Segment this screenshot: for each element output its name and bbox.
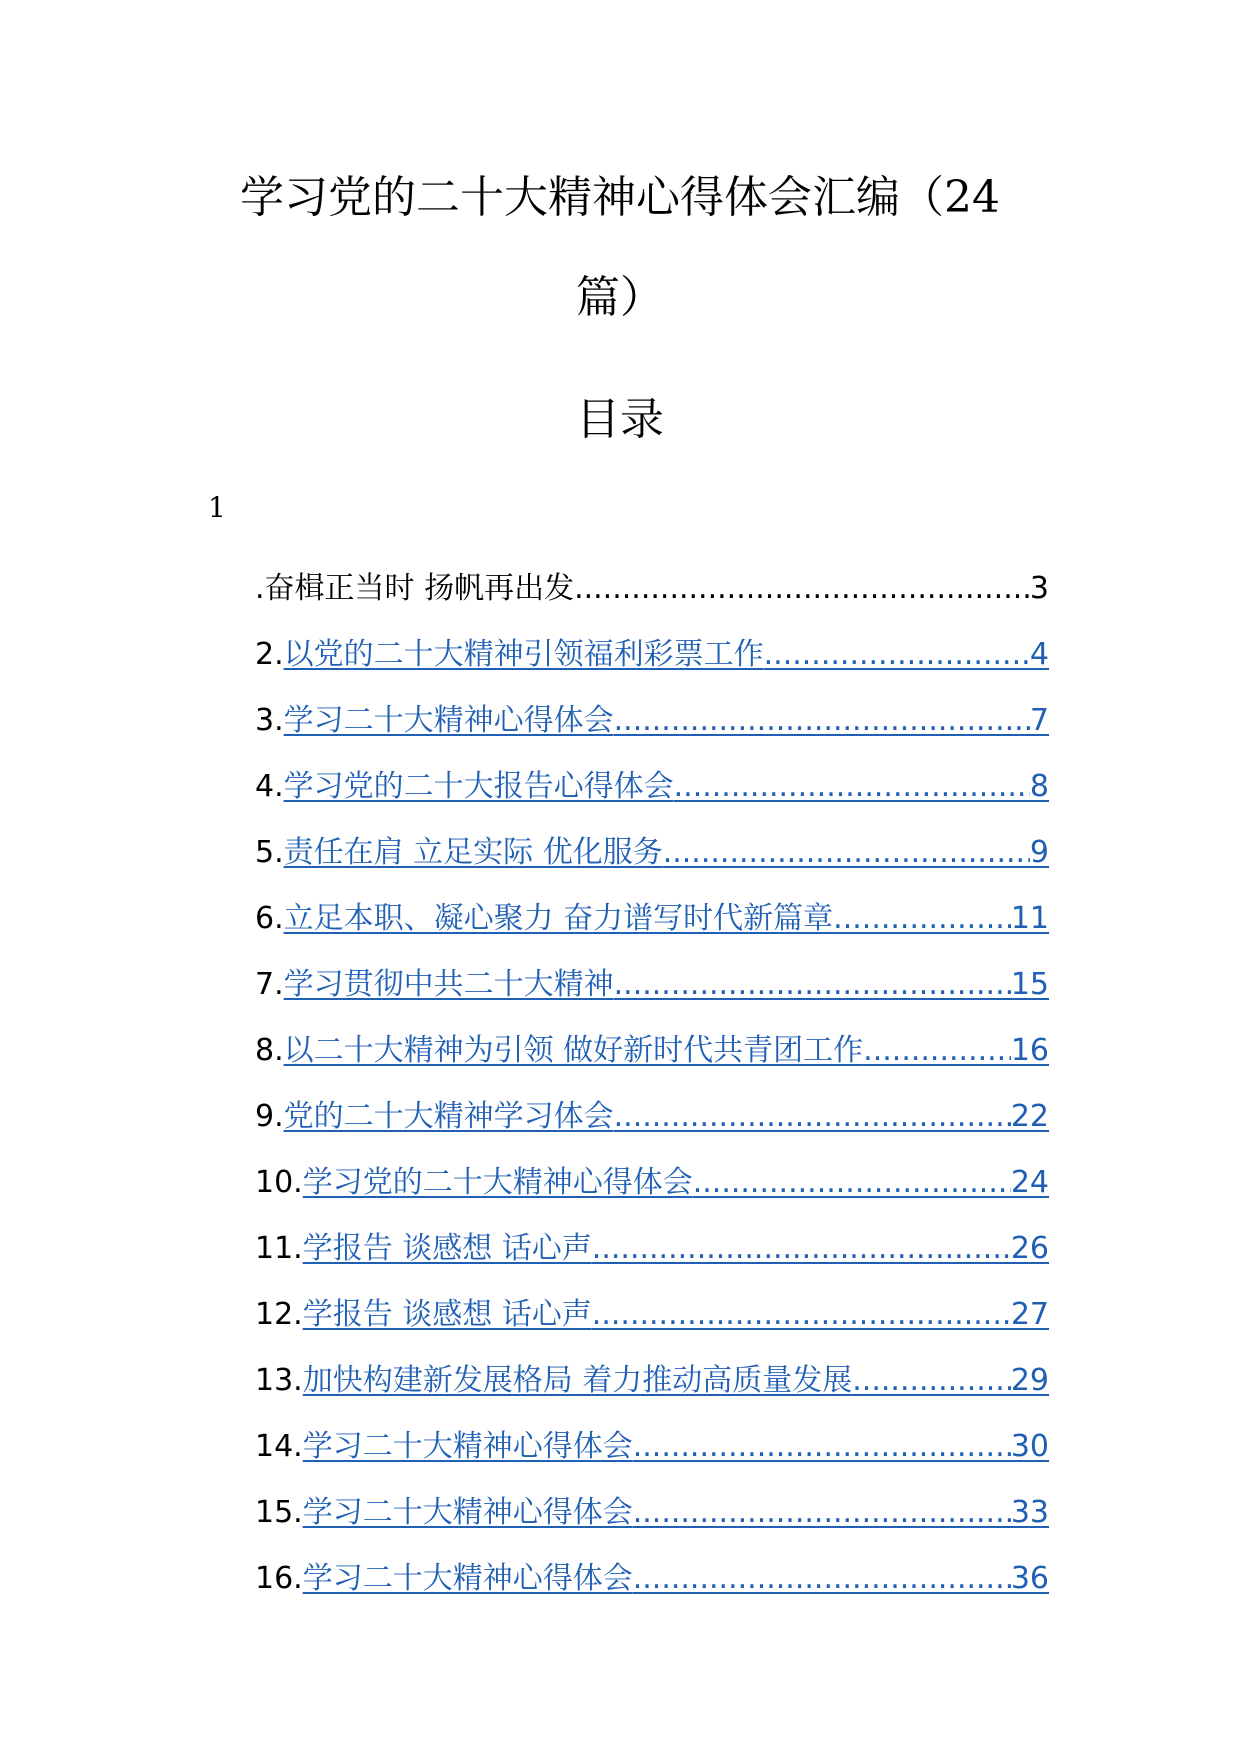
toc-heading: 目录 <box>576 394 664 445</box>
toc-entry-title: .奋楫正当时 扬帆再出发 <box>255 571 575 606</box>
toc-entry-title: 学习贯彻中共二十大精神 <box>283 967 614 1002</box>
toc-entry <box>255 1546 1049 1612</box>
document-title-line-1 <box>0 168 1240 228</box>
toc-dot-leader <box>614 701 1030 741</box>
toc-entry <box>255 1348 1049 1414</box>
toc-entry-title: 学习党的二十大精神心得体会 <box>302 1165 693 1200</box>
toc-entry <box>255 1282 1049 1348</box>
toc-entry-number: 15. <box>255 1495 303 1530</box>
toc-entry-page-number: 7 <box>1029 703 1049 738</box>
toc-entry-number: 7. <box>255 967 284 1002</box>
toc-dot-leader <box>693 1163 1011 1203</box>
toc-entry-title: 学报告 谈感想 话心声 <box>302 1231 592 1266</box>
toc-entry-page-number: 30 <box>1010 1429 1049 1464</box>
toc-entry-number: 4. <box>255 769 284 804</box>
toc-dot-leader <box>633 1427 1011 1467</box>
toc-stray-number: 1 <box>208 491 226 524</box>
toc-entry <box>255 1414 1049 1480</box>
toc-entry-number: 10. <box>255 1165 303 1200</box>
toc-entry-link[interactable] <box>284 1031 1049 1071</box>
toc-dot-leader <box>592 1229 1011 1269</box>
toc-dot-leader <box>674 767 1030 807</box>
toc-entry-number: 9. <box>255 1099 284 1134</box>
toc-entry-link[interactable] <box>303 1427 1049 1467</box>
toc-entry <box>255 1150 1049 1216</box>
toc-dot-leader <box>633 1493 1011 1533</box>
toc-entry-link[interactable] <box>303 1295 1049 1335</box>
toc-entry <box>255 886 1049 952</box>
toc-entry-title: 学习二十大精神心得体会 <box>302 1495 633 1530</box>
toc-entry-link[interactable] <box>303 1163 1049 1203</box>
toc-entry-link[interactable] <box>284 701 1049 741</box>
toc-entry-number: 16. <box>255 1561 303 1596</box>
toc-entry-page-number: 15 <box>1010 967 1049 1002</box>
toc-entry-page-number: 26 <box>1010 1231 1049 1266</box>
toc-entry-page-number: 9 <box>1029 835 1049 870</box>
document-title-line-2: 篇） <box>576 272 664 323</box>
toc-entry <box>255 622 1049 688</box>
toc-dot-leader <box>614 965 1011 1005</box>
document-title-text: 学习党的二十大精神心得体会汇编（ <box>240 172 944 223</box>
toc-entry <box>255 688 1049 754</box>
toc-entry-link[interactable] <box>284 635 1049 675</box>
toc-entry <box>255 1216 1049 1282</box>
toc-entry-link[interactable] <box>303 1493 1049 1533</box>
toc-entry-title: 以二十大精神为引领 做好新时代共青团工作 <box>283 1033 864 1068</box>
toc-entry-page-number: 22 <box>1010 1099 1049 1134</box>
toc-entry-title: 立足本职、凝心聚力 奋力谱写时代新篇章 <box>283 901 834 936</box>
toc-entry <box>255 754 1049 820</box>
toc-entry <box>255 952 1049 1018</box>
toc-entry-number: 6. <box>255 901 284 936</box>
toc-entry-page-number: 3 <box>1029 571 1049 606</box>
toc-entry <box>255 556 1049 622</box>
toc-entry-title: 责任在肩 立足实际 优化服务 <box>283 835 663 870</box>
toc-entry-page-number: 36 <box>1010 1561 1049 1596</box>
table-of-contents <box>255 556 1049 1612</box>
toc-dot-leader <box>574 569 1030 609</box>
toc-entry-number: 3. <box>255 703 284 738</box>
toc-entry-page-number: 11 <box>1010 901 1049 936</box>
toc-dot-leader <box>663 833 1030 873</box>
toc-entry-title: 学习党的二十大报告心得体会 <box>283 769 674 804</box>
toc-entry-number: 12. <box>255 1297 303 1332</box>
toc-entry-page-number: 16 <box>1010 1033 1049 1068</box>
toc-entry <box>255 1084 1049 1150</box>
toc-entry-page-number: 29 <box>1010 1363 1049 1398</box>
toc-entry-title: 以党的二十大精神引领福利彩票工作 <box>283 637 764 672</box>
toc-entry-link[interactable] <box>284 767 1049 807</box>
toc-dot-leader <box>764 635 1030 675</box>
document-title-count: 24 <box>944 172 1000 223</box>
toc-entry-number: 8. <box>255 1033 284 1068</box>
toc-entry-link[interactable] <box>284 965 1049 1005</box>
toc-entry-page-number: 24 <box>1010 1165 1049 1200</box>
toc-dot-leader <box>852 1361 1011 1401</box>
toc-entry-number: 5. <box>255 835 284 870</box>
toc-entry-link[interactable] <box>284 899 1049 939</box>
toc-entry-title: 加快构建新发展格局 着力推动高质量发展 <box>302 1363 853 1398</box>
toc-entry-page-number: 33 <box>1010 1495 1049 1530</box>
toc-dot-leader <box>833 899 1011 939</box>
toc-dot-leader <box>592 1295 1011 1335</box>
toc-entry-link[interactable] <box>284 1097 1049 1137</box>
toc-entry-title: 学习二十大精神心得体会 <box>302 1561 633 1596</box>
toc-entry-title: 学习二十大精神心得体会 <box>283 703 614 738</box>
toc-entry-link[interactable] <box>284 833 1049 873</box>
toc-entry-number: 13. <box>255 1363 303 1398</box>
toc-entry-number: 2. <box>255 637 284 672</box>
toc-entry <box>255 1018 1049 1084</box>
toc-entry-page-number: 8 <box>1029 769 1049 804</box>
toc-entry-link[interactable] <box>303 1229 1049 1269</box>
toc-entry-title: 党的二十大精神学习体会 <box>283 1099 614 1134</box>
toc-entry-link[interactable] <box>303 1361 1049 1401</box>
toc-entry-page-number: 4 <box>1029 637 1049 672</box>
toc-dot-leader <box>614 1097 1011 1137</box>
toc-dot-leader <box>633 1559 1011 1599</box>
toc-entry <box>255 1480 1049 1546</box>
toc-entry-title: 学报告 谈感想 话心声 <box>302 1297 592 1332</box>
toc-entry <box>255 820 1049 886</box>
toc-entry-link[interactable] <box>303 1559 1049 1599</box>
toc-entry-number: 11. <box>255 1231 303 1266</box>
toc-entry-page-number: 27 <box>1010 1297 1049 1332</box>
toc-entry-text <box>255 569 1049 609</box>
toc-entry-title: 学习二十大精神心得体会 <box>302 1429 633 1464</box>
toc-dot-leader <box>863 1031 1011 1071</box>
toc-entry-number: 14. <box>255 1429 303 1464</box>
